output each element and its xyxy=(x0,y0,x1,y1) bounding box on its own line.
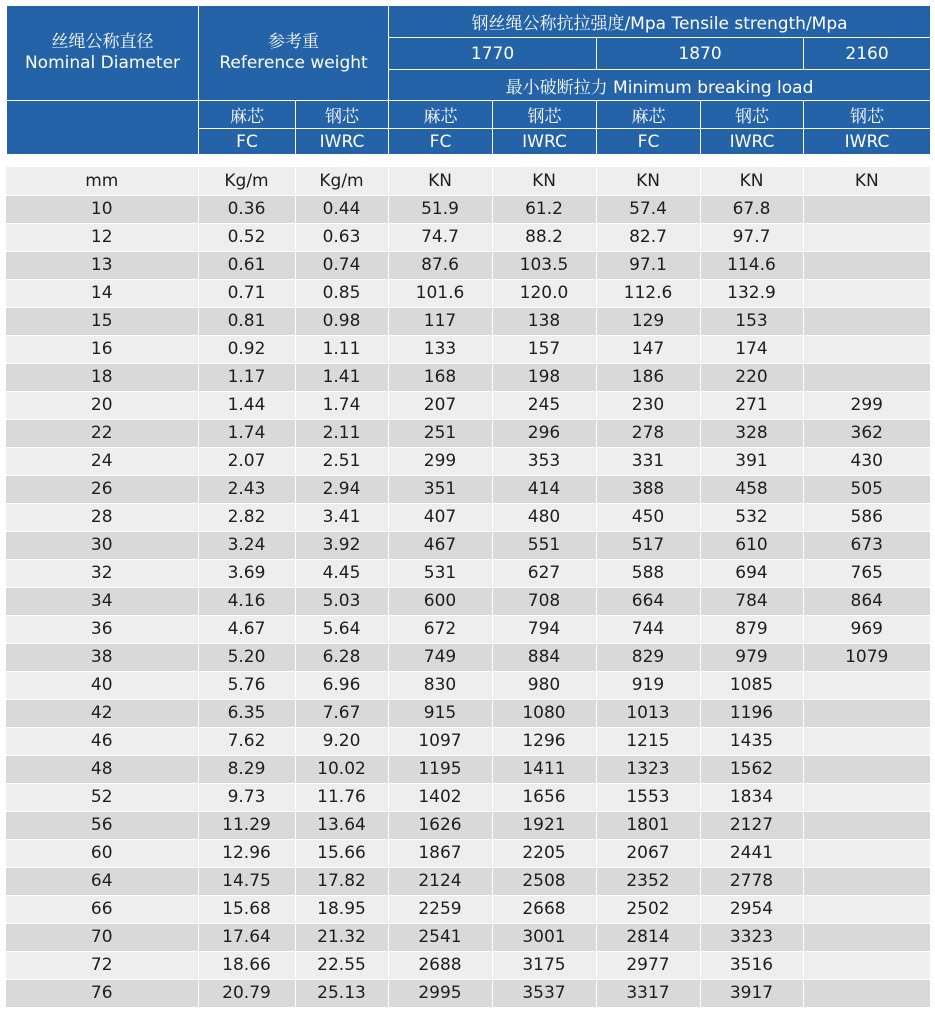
data-table xyxy=(6,167,930,1008)
table-cell: 458 xyxy=(700,475,803,503)
table-cell: 12.96 xyxy=(198,839,295,867)
table-cell: 11.29 xyxy=(198,811,295,839)
table-cell: 1656 xyxy=(492,783,596,811)
table-cell: 0.71 xyxy=(198,279,295,307)
table-cell: 864 xyxy=(803,587,930,615)
table-row xyxy=(6,951,930,979)
unit-cell: KN xyxy=(596,167,700,195)
table-cell: 271 xyxy=(700,391,803,419)
table-cell: 20.79 xyxy=(198,979,295,1007)
table-cell: 2778 xyxy=(700,867,803,895)
table-cell: 22.55 xyxy=(295,951,388,979)
table-row xyxy=(6,279,930,307)
table-row xyxy=(6,475,930,503)
diameter-header xyxy=(7,6,199,101)
table-cell: 9.20 xyxy=(295,727,388,755)
table-cell: 1097 xyxy=(388,727,492,755)
table-cell: 28 xyxy=(6,503,198,531)
unit-cell: KN xyxy=(388,167,492,195)
table-cell: 1.74 xyxy=(198,419,295,447)
table-cell: 114.6 xyxy=(700,251,803,279)
table-cell: 588 xyxy=(596,559,700,587)
table-cell xyxy=(803,363,930,391)
table-cell xyxy=(803,979,930,1007)
table-cell: 664 xyxy=(596,587,700,615)
table-cell: 64 xyxy=(6,867,198,895)
core-zh-1870-iwrc: 钢芯 xyxy=(701,101,804,129)
table-cell: 407 xyxy=(388,503,492,531)
core-code-1870-fc: FC xyxy=(597,129,701,155)
table-cell: 2688 xyxy=(388,951,492,979)
core-zh-1770-iwrc: 钢芯 xyxy=(493,101,597,129)
table-cell: 1553 xyxy=(596,783,700,811)
core-code-2160-iwrc: IWRC xyxy=(804,129,931,155)
table-cell: 251 xyxy=(388,419,492,447)
table-cell: 207 xyxy=(388,391,492,419)
table-cell: 2.94 xyxy=(295,475,388,503)
table-cell xyxy=(803,279,930,307)
table-cell: 0.63 xyxy=(295,223,388,251)
table-cell: 174 xyxy=(700,335,803,363)
unit-cell: mm xyxy=(6,167,198,195)
table-cell: 0.44 xyxy=(295,195,388,223)
table-cell: 673 xyxy=(803,531,930,559)
table-cell xyxy=(803,195,930,223)
table-cell: 1.44 xyxy=(198,391,295,419)
table-cell: 16 xyxy=(6,335,198,363)
table-cell: 2541 xyxy=(388,923,492,951)
core-code-weight-iwrc: IWRC xyxy=(296,129,389,155)
table-cell: 0.98 xyxy=(295,307,388,335)
table-cell: 70 xyxy=(6,923,198,951)
table-cell: 919 xyxy=(596,671,700,699)
table-cell: 980 xyxy=(492,671,596,699)
table-cell: 829 xyxy=(596,643,700,671)
table-cell: 1411 xyxy=(492,755,596,783)
table-cell: 20 xyxy=(6,391,198,419)
table-cell: 230 xyxy=(596,391,700,419)
table-cell: 3175 xyxy=(492,951,596,979)
core-code-1770-fc: FC xyxy=(389,129,493,155)
table-cell: 76 xyxy=(6,979,198,1007)
table-cell: 198 xyxy=(492,363,596,391)
table-cell: 2502 xyxy=(596,895,700,923)
table-cell xyxy=(803,671,930,699)
table-cell xyxy=(803,755,930,783)
table-cell: 117 xyxy=(388,307,492,335)
table-cell: 2259 xyxy=(388,895,492,923)
table-cell: 532 xyxy=(700,503,803,531)
table-cell: 467 xyxy=(388,531,492,559)
table-cell: 57.4 xyxy=(596,195,700,223)
core-code-1870-iwrc: IWRC xyxy=(701,129,804,155)
table-cell: 1801 xyxy=(596,811,700,839)
table-cell: 1.41 xyxy=(295,363,388,391)
table-cell xyxy=(803,839,930,867)
table-cell: 15 xyxy=(6,307,198,335)
table-row xyxy=(6,839,930,867)
table-cell: 11.76 xyxy=(295,783,388,811)
table-cell: 1.11 xyxy=(295,335,388,363)
table-cell: 6.96 xyxy=(295,671,388,699)
core-zh-weight-iwrc: 钢芯 xyxy=(296,101,389,129)
weight-header-en: Reference weight xyxy=(219,53,368,73)
table-cell: 1402 xyxy=(388,783,492,811)
unit-cell: KN xyxy=(803,167,930,195)
strength-1870: 1870 xyxy=(597,38,804,70)
table-cell: 153 xyxy=(700,307,803,335)
core-zh-1770-fc: 麻芯 xyxy=(389,101,493,129)
tensile-header: 钢丝绳公称抗拉强度/Mpa Tensile strength/Mpa xyxy=(389,6,931,38)
table-cell: 48 xyxy=(6,755,198,783)
table-cell: 87.6 xyxy=(388,251,492,279)
table-cell: 17.64 xyxy=(198,923,295,951)
table-cell: 60 xyxy=(6,839,198,867)
table-cell: 1195 xyxy=(388,755,492,783)
table-row xyxy=(6,587,930,615)
table-cell: 353 xyxy=(492,447,596,475)
table-cell: 879 xyxy=(700,615,803,643)
table-cell: 36 xyxy=(6,615,198,643)
table-row xyxy=(6,615,930,643)
table-cell: 3.41 xyxy=(295,503,388,531)
table-cell: 13.64 xyxy=(295,811,388,839)
table-cell: 18.66 xyxy=(198,951,295,979)
table-cell: 15.66 xyxy=(295,839,388,867)
table-cell: 1013 xyxy=(596,699,700,727)
table-cell: 505 xyxy=(803,475,930,503)
table-cell: 708 xyxy=(492,587,596,615)
table-cell: 3.24 xyxy=(198,531,295,559)
table-cell: 299 xyxy=(388,447,492,475)
table-row xyxy=(6,559,930,587)
table-cell xyxy=(803,223,930,251)
min-breaking-load-header: 最小破断拉力 Minimum breaking load xyxy=(389,70,931,101)
table-cell: 6.28 xyxy=(295,643,388,671)
core-zh-weight-fc: 麻芯 xyxy=(199,101,296,129)
table-cell xyxy=(803,699,930,727)
table-cell: 52 xyxy=(6,783,198,811)
table-cell: 2995 xyxy=(388,979,492,1007)
table-row xyxy=(6,251,930,279)
table-cell: 67.8 xyxy=(700,195,803,223)
table-cell xyxy=(803,811,930,839)
table-cell xyxy=(803,951,930,979)
table-cell: 979 xyxy=(700,643,803,671)
core-zh-2160-iwrc: 钢芯 xyxy=(804,101,931,129)
table-cell: 744 xyxy=(596,615,700,643)
table-cell: 5.20 xyxy=(198,643,295,671)
table-cell: 147 xyxy=(596,335,700,363)
table-cell: 32 xyxy=(6,559,198,587)
table-cell: 3317 xyxy=(596,979,700,1007)
table-cell: 22 xyxy=(6,419,198,447)
table-cell: 0.36 xyxy=(198,195,295,223)
table-cell: 1626 xyxy=(388,811,492,839)
table-cell: 4.45 xyxy=(295,559,388,587)
table-cell: 133 xyxy=(388,335,492,363)
table-cell: 4.16 xyxy=(198,587,295,615)
table-cell: 51.9 xyxy=(388,195,492,223)
table-row xyxy=(6,363,930,391)
weight-header xyxy=(199,6,389,101)
table-cell: 101.6 xyxy=(388,279,492,307)
table-cell: 72 xyxy=(6,951,198,979)
table-cell: 38 xyxy=(6,643,198,671)
unit-cell: Kg/m xyxy=(295,167,388,195)
table-cell: 18.95 xyxy=(295,895,388,923)
table-cell: 351 xyxy=(388,475,492,503)
table-row xyxy=(6,419,930,447)
table-cell: 42 xyxy=(6,699,198,727)
table-cell: 3537 xyxy=(492,979,596,1007)
table-row xyxy=(6,727,930,755)
strength-1770: 1770 xyxy=(389,38,597,70)
table-cell xyxy=(803,867,930,895)
table-row xyxy=(6,391,930,419)
table-cell: 2668 xyxy=(492,895,596,923)
unit-cell: Kg/m xyxy=(198,167,295,195)
table-cell: 531 xyxy=(388,559,492,587)
table-cell: 3001 xyxy=(492,923,596,951)
table-cell: 88.2 xyxy=(492,223,596,251)
table-row xyxy=(6,867,930,895)
table-cell: 328 xyxy=(700,419,803,447)
table-cell: 1435 xyxy=(700,727,803,755)
table-cell: 18 xyxy=(6,363,198,391)
table-cell: 430 xyxy=(803,447,930,475)
table-cell: 9.73 xyxy=(198,783,295,811)
table-cell: 627 xyxy=(492,559,596,587)
table-cell: 8.29 xyxy=(198,755,295,783)
table-cell: 331 xyxy=(596,447,700,475)
table-cell: 1323 xyxy=(596,755,700,783)
table-cell: 1085 xyxy=(700,671,803,699)
table-cell: 610 xyxy=(700,531,803,559)
table-cell: 2.43 xyxy=(198,475,295,503)
table-cell: 30 xyxy=(6,531,198,559)
table-cell: 2.07 xyxy=(198,447,295,475)
table-cell: 24 xyxy=(6,447,198,475)
table-cell: 2124 xyxy=(388,867,492,895)
table-cell: 278 xyxy=(596,419,700,447)
table-cell: 1196 xyxy=(700,699,803,727)
table-body xyxy=(6,167,930,1007)
table-cell: 3.69 xyxy=(198,559,295,587)
diameter-header-en: Nominal Diameter xyxy=(24,53,181,73)
table-cell xyxy=(803,923,930,951)
diameter-header-zh: 丝绳公称直径 xyxy=(51,32,154,52)
table-cell: 6.35 xyxy=(198,699,295,727)
table-cell: 672 xyxy=(388,615,492,643)
table-cell: 40 xyxy=(6,671,198,699)
table-cell: 1867 xyxy=(388,839,492,867)
table-cell: 186 xyxy=(596,363,700,391)
table-cell: 749 xyxy=(388,643,492,671)
table-row xyxy=(6,895,930,923)
table-cell: 26 xyxy=(6,475,198,503)
table-row xyxy=(6,503,930,531)
strength-2160: 2160 xyxy=(804,38,931,70)
table-cell: 3917 xyxy=(700,979,803,1007)
table-cell: 120.0 xyxy=(492,279,596,307)
core-code-weight-fc: FC xyxy=(199,129,296,155)
table-cell: 157 xyxy=(492,335,596,363)
table-cell: 17.82 xyxy=(295,867,388,895)
table-cell: 132.9 xyxy=(700,279,803,307)
table-cell: 1215 xyxy=(596,727,700,755)
table-cell: 1834 xyxy=(700,783,803,811)
core-type-header xyxy=(6,100,931,155)
table-cell xyxy=(803,895,930,923)
table-cell: 5.76 xyxy=(198,671,295,699)
table-row xyxy=(6,783,930,811)
table-row xyxy=(6,307,930,335)
table-row xyxy=(6,699,930,727)
table-cell: 3.92 xyxy=(295,531,388,559)
table-cell: 884 xyxy=(492,643,596,671)
table-cell: 2127 xyxy=(700,811,803,839)
core-code-1770-iwrc: IWRC xyxy=(493,129,597,155)
table-cell: 4.67 xyxy=(198,615,295,643)
table-cell: 414 xyxy=(492,475,596,503)
table-cell: 13 xyxy=(6,251,198,279)
table-cell: 388 xyxy=(596,475,700,503)
table-cell: 296 xyxy=(492,419,596,447)
table-cell: 969 xyxy=(803,615,930,643)
table-cell: 10 xyxy=(6,195,198,223)
table-cell: 220 xyxy=(700,363,803,391)
table-cell: 10.02 xyxy=(295,755,388,783)
table-cell: 362 xyxy=(803,419,930,447)
table-cell: 82.7 xyxy=(596,223,700,251)
table-cell: 12 xyxy=(6,223,198,251)
table-cell: 97.7 xyxy=(700,223,803,251)
table-cell: 3516 xyxy=(700,951,803,979)
table-cell xyxy=(803,307,930,335)
table-cell: 14 xyxy=(6,279,198,307)
table-cell: 14.75 xyxy=(198,867,295,895)
table-cell: 0.81 xyxy=(198,307,295,335)
units-row xyxy=(6,167,930,195)
table-cell: 129 xyxy=(596,307,700,335)
table-row xyxy=(6,671,930,699)
table-cell: 299 xyxy=(803,391,930,419)
core-zh-1870-fc: 麻芯 xyxy=(597,101,701,129)
table-row xyxy=(6,643,930,671)
table-cell: 25.13 xyxy=(295,979,388,1007)
table-cell: 3323 xyxy=(700,923,803,951)
table-cell: 1.17 xyxy=(198,363,295,391)
table-cell: 450 xyxy=(596,503,700,531)
table-cell xyxy=(803,251,930,279)
table-cell: 97.1 xyxy=(596,251,700,279)
table-cell: 61.2 xyxy=(492,195,596,223)
table-row xyxy=(6,335,930,363)
table-cell: 794 xyxy=(492,615,596,643)
table-cell xyxy=(803,727,930,755)
table-cell: 0.74 xyxy=(295,251,388,279)
table-cell: 2.82 xyxy=(198,503,295,531)
table-cell: 517 xyxy=(596,531,700,559)
table-cell: 2508 xyxy=(492,867,596,895)
table-cell: 1921 xyxy=(492,811,596,839)
table-cell xyxy=(803,783,930,811)
table-cell: 112.6 xyxy=(596,279,700,307)
table-cell: 103.5 xyxy=(492,251,596,279)
table-row xyxy=(6,223,930,251)
table-cell: 915 xyxy=(388,699,492,727)
table-row xyxy=(6,531,930,559)
table-cell: 168 xyxy=(388,363,492,391)
table-cell: 66 xyxy=(6,895,198,923)
table-row xyxy=(6,195,930,223)
table-cell: 138 xyxy=(492,307,596,335)
table-cell: 586 xyxy=(803,503,930,531)
table-cell: 391 xyxy=(700,447,803,475)
table-cell: 2205 xyxy=(492,839,596,867)
unit-cell: KN xyxy=(700,167,803,195)
table-row xyxy=(6,979,930,1007)
weight-header-zh: 参考重 xyxy=(268,32,319,52)
table-cell: 2067 xyxy=(596,839,700,867)
table-cell: 5.03 xyxy=(295,587,388,615)
table-cell: 2954 xyxy=(700,895,803,923)
table-cell: 1079 xyxy=(803,643,930,671)
table-cell: 1562 xyxy=(700,755,803,783)
table-cell: 46 xyxy=(6,727,198,755)
table-cell: 7.62 xyxy=(198,727,295,755)
table-cell: 480 xyxy=(492,503,596,531)
table-cell: 551 xyxy=(492,531,596,559)
table-cell: 0.61 xyxy=(198,251,295,279)
table-cell: 74.7 xyxy=(388,223,492,251)
table-cell: 0.92 xyxy=(198,335,295,363)
table-cell: 2.51 xyxy=(295,447,388,475)
table-cell: 1080 xyxy=(492,699,596,727)
table-cell: 830 xyxy=(388,671,492,699)
table-cell: 21.32 xyxy=(295,923,388,951)
core-header-blank xyxy=(7,101,199,155)
table-cell: 2977 xyxy=(596,951,700,979)
table-cell: 784 xyxy=(700,587,803,615)
table-row xyxy=(6,811,930,839)
table-row xyxy=(6,755,930,783)
table-cell: 15.68 xyxy=(198,895,295,923)
table-cell: 765 xyxy=(803,559,930,587)
table-cell xyxy=(803,335,930,363)
table-cell: 245 xyxy=(492,391,596,419)
table-cell: 2352 xyxy=(596,867,700,895)
table-cell: 694 xyxy=(700,559,803,587)
table-cell: 2441 xyxy=(700,839,803,867)
table-row xyxy=(6,923,930,951)
table-cell: 2814 xyxy=(596,923,700,951)
table-cell: 56 xyxy=(6,811,198,839)
table-cell: 7.67 xyxy=(295,699,388,727)
table-cell: 2.11 xyxy=(295,419,388,447)
table-cell: 1.74 xyxy=(295,391,388,419)
table-cell: 5.64 xyxy=(295,615,388,643)
table-cell: 34 xyxy=(6,587,198,615)
table-cell: 0.85 xyxy=(295,279,388,307)
table-cell: 1296 xyxy=(492,727,596,755)
unit-cell: KN xyxy=(492,167,596,195)
table-row xyxy=(6,447,930,475)
table-cell: 600 xyxy=(388,587,492,615)
table-cell: 0.52 xyxy=(198,223,295,251)
